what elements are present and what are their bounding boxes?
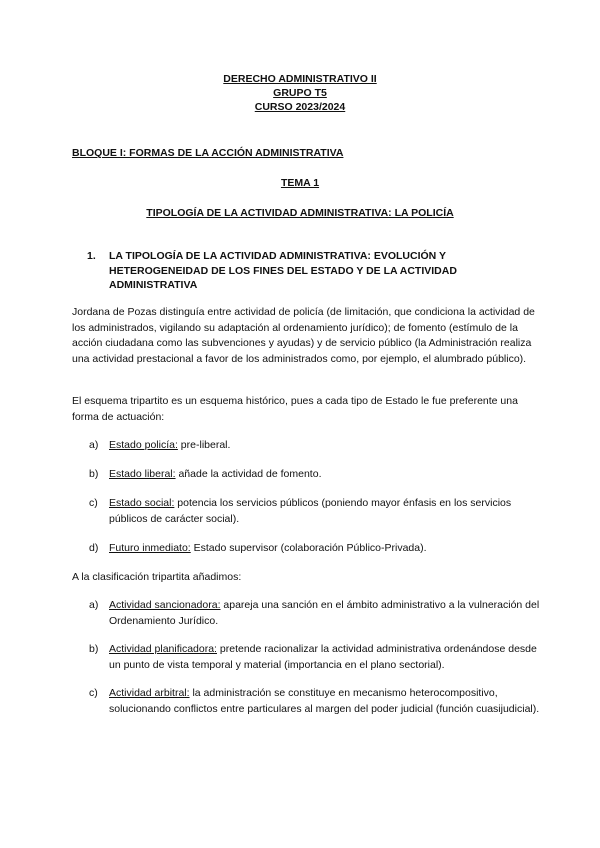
list-item	[109, 541, 549, 557]
paragraph-clasificacion: A la clasificación tripartita añadimos:	[72, 571, 242, 583]
list-item-term: Estado social:	[109, 497, 175, 509]
paragraph-esquema-tripartito: El esquema tripartito es un esquema histórico, pues a cada tipo de Estado le fue preferente una forma de actuación:	[72, 395, 518, 423]
list-item-marker: b)	[89, 643, 99, 655]
course-year: CURSO 2023/2024	[254, 101, 346, 113]
list-item	[109, 598, 549, 629]
section-number: 1.	[87, 250, 96, 262]
list-item-text: la administración se constituye en mecanismo heterocompositivo, solucionando conflictos entre particulares al margen del poder judicial (función cuasijudicial).	[109, 687, 540, 715]
list-item-text: pretende racionalizar la actividad administrativa ordenándose desde un punto de vista temporal y material (importancia en el plano sectorial).	[109, 643, 537, 671]
list-item	[109, 642, 549, 673]
list-item-text: Estado supervisor (colaboración Público-Privada).	[190, 542, 427, 554]
list-item-term: Estado liberal:	[109, 468, 176, 480]
list-item	[109, 496, 549, 527]
list-item-marker: a)	[89, 599, 99, 611]
list-item	[109, 686, 549, 717]
list-item-text: pre-liberal.	[177, 439, 231, 451]
course-title: DERECHO ADMINISTRATIVO II	[223, 73, 377, 85]
list-item-marker: b)	[89, 468, 99, 480]
list-item-marker: c)	[89, 687, 98, 699]
topic-title: TIPOLOGÍA DE LA ACTIVIDAD ADMINISTRATIVA: LA POLICÍA	[146, 207, 454, 219]
list-item-term: Actividad arbitral:	[109, 687, 190, 699]
group-label: GRUPO T5	[273, 87, 327, 99]
list-item-term: Actividad sancionadora:	[109, 599, 221, 611]
list-item-marker: d)	[89, 542, 99, 554]
list-item-text: añade la actividad de fomento.	[175, 468, 322, 480]
list-item-marker: c)	[89, 497, 98, 509]
list-item-marker: a)	[89, 439, 99, 451]
paragraph-policia-fomento: Jordana de Pozas distinguía entre actividad de policía (de limitación, que condiciona la actividad de los administrados, vigilando su adaptación al ordenamiento jurídico); de fomento (estímulo de la acción ciudadana como las subvenciones y ayudas) y de servicio público (la Administración realiza una actividad prestacional a favor de los administrados como, por ejemplo, el alumbrado público).	[72, 306, 535, 365]
list-item	[109, 438, 549, 454]
list-item	[109, 467, 549, 483]
list-item-term: Futuro inmediato:	[109, 542, 191, 554]
list-item-text: potencia los servicios públicos (poniendo mayor énfasis en los servicios públicos de carácter social).	[109, 497, 512, 525]
section-title: LA TIPOLOGÍA DE LA ACTIVIDAD ADMINISTRATIVA: EVOLUCIÓN Y HETEROGENEIDAD DE LOS FINES DEL ESTADO Y DE LA ACTIVIDAD ADMINISTRATIVA	[109, 250, 457, 291]
topic-number: TEMA 1	[280, 177, 320, 189]
block-heading: BLOQUE I: FORMAS DE LA ACCIÓN ADMINISTRATIVA	[72, 147, 344, 159]
list-item-term: Actividad planificadora:	[109, 643, 217, 655]
list-item-text: apareja una sanción en el ámbito administrativo a la vulneración del Ordenamiento Jurídico.	[109, 599, 540, 627]
list-item-term: Estado policía:	[109, 439, 178, 451]
